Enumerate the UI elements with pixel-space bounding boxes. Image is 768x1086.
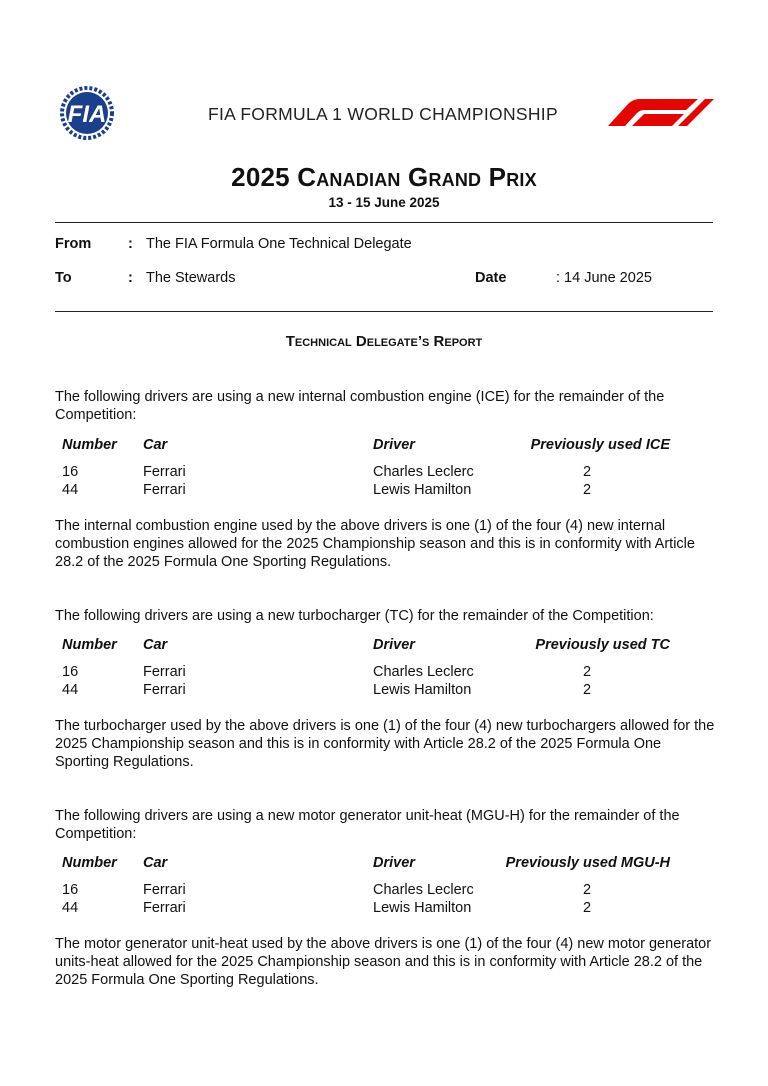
table-cell-number: 44 [62, 482, 79, 498]
to-value: The Stewards [146, 270, 236, 286]
championship-title: FIA FORMULA 1 WORLD CHAMPIONSHIP [208, 104, 558, 124]
section-tc-note: The turbocharger used by the above drivers is one (1) of the four (4) new turbochargers allowed for the 2025 Championship season and this is in conformity with Article 28.2 of the 2025 Formula One Sporting Regulations. [55, 718, 715, 770]
table-cell-number: 44 [62, 682, 79, 698]
section-ice-intro: The following drivers are using a new internal combustion engine (ICE) for the remainder of the Competition: [55, 389, 665, 423]
table-cell-number: 16 [62, 464, 79, 480]
col-previous-header: Previously used ICE [530, 437, 670, 453]
table-cell-car: Ferrari [143, 482, 186, 498]
fia-logo [53, 86, 129, 140]
table-cell-driver: Charles Leclerc [373, 882, 474, 898]
col-car-header: Car [143, 637, 168, 653]
f1-logo [606, 98, 714, 128]
section-ice-note: The internal combustion engine used by the above drivers is one (1) of the four (4) new internal combustion engines allowed for the 2025 Championship season and this is in conformity with Article 28.2 of the 2025 Formula One Sporting Regulations. [55, 518, 695, 570]
report-title: Technical Delegate’s Report [285, 333, 483, 350]
date-label: Date [475, 270, 507, 286]
col-number-header: Number [62, 637, 117, 653]
table-cell-driver: Charles Leclerc [373, 464, 474, 480]
table-cell-driver: Lewis Hamilton [373, 482, 472, 498]
to-label: To [55, 270, 72, 286]
event-title: 2025 Canadian Grand Prix [231, 162, 537, 192]
table-cell-number: 44 [62, 900, 79, 916]
table-cell-previous: 2 [583, 482, 592, 498]
table-cell-driver: Lewis Hamilton [373, 900, 472, 916]
table-cell-car: Ferrari [143, 882, 186, 898]
section-tc-intro: The following drivers are using a new turbocharger (TC) for the remainder of the Competition: [55, 608, 654, 624]
table-cell-number: 16 [62, 882, 79, 898]
table-cell-driver: Charles Leclerc [373, 664, 474, 680]
table-cell-driver: Lewis Hamilton [373, 682, 472, 698]
section-mguh-note: The motor generator unit-heat used by the above drivers is one (1) of the four (4) new motor generator units-heat allowed for the 2025 Championship season and this is in conformity with Article 28.2 of the 2025 Formula One Sporting Regulations. [55, 936, 712, 988]
col-car-header: Car [143, 855, 168, 871]
table-cell-previous: 2 [583, 682, 592, 698]
col-previous-header: Previously used TC [535, 637, 670, 653]
table-cell-car: Ferrari [143, 682, 186, 698]
from-value: The FIA Formula One Technical Delegate [146, 236, 412, 252]
table-cell-previous: 2 [583, 882, 592, 898]
table-cell-previous: 2 [583, 464, 592, 480]
table-cell-car: Ferrari [143, 464, 186, 480]
col-previous-header: Previously used MGU-H [505, 855, 670, 871]
col-driver-header: Driver [373, 855, 415, 871]
table-cell-car: Ferrari [143, 664, 186, 680]
table-cell-number: 16 [62, 664, 79, 680]
col-number-header: Number [62, 437, 117, 453]
date-value: : 14 June 2025 [556, 270, 652, 286]
from-label: From [55, 236, 92, 252]
from-colon: : [128, 236, 133, 252]
table-cell-car: Ferrari [143, 900, 186, 916]
table-cell-previous: 2 [583, 664, 592, 680]
to-colon: : [128, 270, 133, 286]
col-number-header: Number [62, 855, 117, 871]
col-driver-header: Driver [373, 637, 415, 653]
divider-top [55, 222, 713, 223]
divider-bottom [55, 311, 713, 312]
fia-logo-text: FIA [67, 101, 107, 128]
event-dates: 13 - 15 June 2025 [328, 195, 440, 210]
col-driver-header: Driver [373, 437, 415, 453]
section-mguh-intro: The following drivers are using a new motor generator unit-heat (MGU-H) for the remainder of the Competition: [55, 808, 680, 842]
table-cell-previous: 2 [583, 900, 592, 916]
col-car-header: Car [143, 437, 168, 453]
